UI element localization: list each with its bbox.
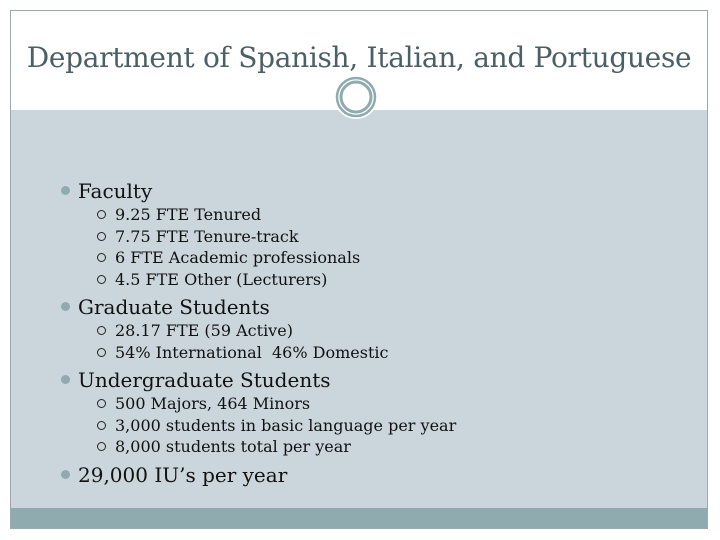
- sub-bullet-text: 28.17 FTE (59 Active): [115, 321, 293, 340]
- bullet-label: Graduate Students: [78, 295, 270, 319]
- sub-bullet-text: 3,000 students in basic language per year: [115, 415, 457, 435]
- sub-bullet: [97, 342, 701, 364]
- sub-bullet: [97, 393, 701, 415]
- sub-bullet-text: 500 Majors, 464 Minors: [115, 394, 311, 413]
- sub-bullet-list: [78, 204, 701, 290]
- bullet-iu-per-year: [61, 462, 701, 488]
- sub-bullet-text: 6 FTE Academic professionals: [115, 248, 361, 267]
- hollow-circle-icon: [97, 210, 106, 219]
- bullet-undergraduate-students: [61, 367, 701, 458]
- bullet-dot-icon: [61, 186, 70, 195]
- bullet-faculty: [61, 178, 701, 290]
- sub-bullet: [97, 436, 701, 458]
- sub-bullet-text: 4.5 FTE Other (Lecturers): [115, 269, 328, 289]
- sub-bullet-text: 7.75 FTE Tenure-track: [115, 226, 299, 246]
- sub-bullet: [97, 247, 701, 269]
- hollow-circle-icon: [97, 253, 106, 262]
- bullet-dot-icon: [61, 375, 70, 384]
- bullet-list: [61, 178, 701, 488]
- sub-bullet: [97, 415, 701, 437]
- circle-ornament-icon: [334, 75, 378, 119]
- content-area: [11, 110, 707, 510]
- sub-bullet-list: [78, 393, 701, 458]
- hollow-circle-icon: [97, 232, 106, 241]
- sub-bullet: [97, 269, 701, 291]
- bullet-label: Faculty: [78, 179, 153, 203]
- sub-bullet: [97, 226, 701, 248]
- bullet-label: Undergraduate Students: [78, 368, 331, 392]
- bullet-dot-icon: [61, 302, 70, 311]
- sub-bullet-text: 9.25 FTE Tenured: [115, 205, 262, 224]
- hollow-circle-icon: [97, 326, 106, 335]
- hollow-circle-icon: [97, 399, 106, 408]
- hollow-circle-icon: [97, 348, 106, 357]
- bullet-dot-icon: [61, 470, 70, 479]
- sub-bullet-text: 54% International 46% Domestic: [115, 342, 389, 362]
- bottom-accent-bar: [11, 508, 707, 528]
- bullet-label: 29,000 IU’s per year: [78, 462, 288, 487]
- bullet-graduate-students: [61, 294, 701, 363]
- sub-bullet-list: [78, 320, 701, 363]
- hollow-circle-icon: [97, 442, 106, 451]
- hollow-circle-icon: [97, 275, 106, 284]
- sub-bullet: [97, 320, 701, 342]
- sub-bullet-text: 8,000 students total per year: [115, 437, 351, 456]
- sub-bullet: [97, 204, 701, 226]
- hollow-circle-icon: [97, 421, 106, 430]
- slide-title: Department of Spanish, Italian, and Portuguese: [26, 41, 692, 74]
